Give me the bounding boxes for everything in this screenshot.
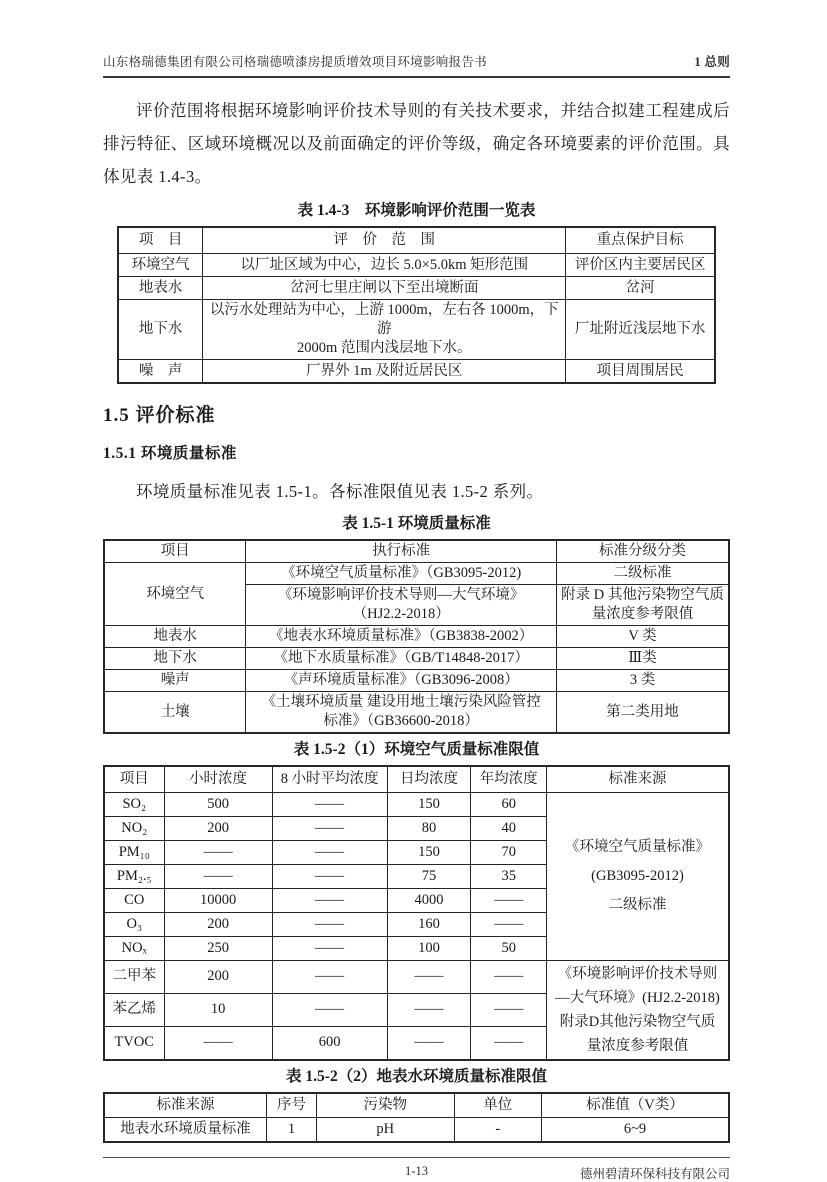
table-cell [246, 692, 557, 734]
table-cell: 60 [471, 793, 547, 817]
column-header: 项目 [104, 540, 246, 563]
column-header: 标准来源 [104, 1093, 267, 1118]
table-cell: —— [272, 841, 387, 865]
table-cell: —— [272, 817, 387, 841]
table-cell: 二级标准 [557, 563, 730, 585]
table-cell: —— [387, 1026, 471, 1060]
table-row [104, 563, 729, 585]
cell-line: (GB3095-2012) [591, 868, 684, 884]
section-1-5-heading: 1.5 评价标准 [103, 405, 216, 426]
cell-line: 《环境影响评价技术导则 [557, 966, 718, 982]
page-footer [103, 1157, 730, 1182]
table-cell: V 类 [557, 626, 730, 648]
table-cell: 70 [471, 841, 547, 865]
table-cell: 厂界外 1m 及附近居民区 [203, 360, 566, 384]
table-cell: —— [272, 993, 387, 1026]
column-header: 标准分级分类 [557, 540, 730, 563]
table-cell: —— [387, 961, 471, 994]
table-cell: 250 [164, 937, 272, 961]
table-cell: —— [272, 793, 387, 817]
table-cell: 6~9 [542, 1118, 730, 1143]
column-header: 日均浓度 [387, 766, 471, 793]
column-header: 年均浓度 [471, 766, 547, 793]
table-cell: 《环境空气质量标准》（GB3095-2012) [246, 563, 557, 585]
table-cell: —— [272, 961, 387, 994]
table-cell: —— [164, 1026, 272, 1060]
table-cell: 100 [387, 937, 471, 961]
column-header: 执行标准 [246, 540, 557, 563]
table-cell: NOₓ [104, 937, 164, 961]
table-cell: NO₂ [104, 817, 164, 841]
table-1-4-3 [117, 226, 716, 384]
column-header: 重点保护目标 [566, 227, 715, 254]
table-cell: —— [272, 913, 387, 937]
table-row [118, 360, 715, 384]
table-row [104, 648, 729, 670]
table-cell: —— [272, 889, 387, 913]
cell-line: 《环境影响评价技术导则—大气环境》 [277, 587, 525, 603]
table-cell: 厂址附近浅层地下水 [566, 300, 715, 360]
column-header: 污染物 [317, 1093, 455, 1118]
table-1-5-2-2-title: 表 1.5-2（2）地表水环境质量标准限值 [286, 1068, 547, 1085]
table-header-row [118, 227, 715, 254]
column-header: 项目 [104, 766, 164, 793]
table-cell: 50 [471, 937, 547, 961]
table-cell: —— [471, 993, 547, 1026]
table-cell: 噪 声 [118, 360, 203, 384]
cell-line: 《土壤环境质量 建设用地土壤污染风险管控 [261, 694, 541, 710]
table-1-5-1 [103, 539, 730, 734]
table-cell: 10 [164, 993, 272, 1026]
section-1-5-1-heading: 1.5.1 环境质量标准 [103, 445, 237, 462]
table-cell: —— [471, 1026, 547, 1060]
standards-paragraph: 环境质量标准见表 1.5-1。各标准限值见表 1.5-2 系列。 [136, 482, 544, 501]
table-cell: Ⅲ类 [557, 648, 730, 670]
table-cell: 4000 [387, 889, 471, 913]
table-cell: - [454, 1118, 542, 1143]
table-cell: 10000 [164, 889, 272, 913]
table-cell: 150 [387, 793, 471, 817]
table-header-row [104, 1093, 729, 1118]
table-cell: 200 [164, 913, 272, 937]
table-cell: 150 [387, 841, 471, 865]
table-cell: 岔河 [566, 277, 715, 300]
table-cell: 第二类用地 [557, 692, 730, 734]
column-header: 8 小时平均浓度 [272, 766, 387, 793]
table-cell: 地表水 [104, 626, 246, 648]
column-header: 小时浓度 [164, 766, 272, 793]
table-cell: 二甲苯 [104, 961, 164, 994]
header-chapter-label: 1 总则 [694, 55, 730, 69]
table-cell: TVOC [104, 1026, 164, 1060]
table-cell [547, 793, 730, 961]
table-row [118, 277, 715, 300]
cell-line: （HJ2.2-2018） [352, 606, 450, 622]
table-cell: 600 [272, 1026, 387, 1060]
table-cell: —— [471, 889, 547, 913]
table-cell: PM₁₀ [104, 841, 164, 865]
table-cell: 75 [387, 865, 471, 889]
table-cell [547, 961, 730, 1061]
table-1-5-2-1 [103, 765, 730, 1061]
table-cell: —— [164, 841, 272, 865]
intro-paragraph: 评价范围将根据环境影响评价技术导则的有关技术要求，并结合拟建工程建成后排污特征、区域环境概况以及前面确定的评价等级，确定各环境要素的评价范围。具体见表 1.4-3。 [103, 101, 730, 186]
table-cell: 评价区内主要居民区 [566, 254, 715, 277]
table-1-5-1-title: 表 1.5-1 环境质量标准 [342, 515, 491, 532]
cell-line: 以污水处理站为中心，上游 1000m，左右各 1000m，下游 [209, 302, 559, 337]
cell-line: 附录D其他污染物空气质 [559, 1014, 716, 1030]
table-cell: 地下水 [104, 648, 246, 670]
table-cell: CO [104, 889, 164, 913]
cell-line: 《环境空气质量标准》 [565, 839, 710, 855]
column-header: 项 目 [118, 227, 203, 254]
table-row [118, 254, 715, 277]
column-header: 单位 [454, 1093, 542, 1118]
page-header [103, 52, 730, 78]
table-1-4-3-title: 表 1.4-3 环境影响评价范围一览表 [297, 202, 536, 219]
table-cell: pH [317, 1118, 455, 1143]
table-cell: —— [164, 865, 272, 889]
table-cell: 地下水 [118, 300, 203, 360]
table-cell: 苯乙烯 [104, 993, 164, 1026]
table-cell: 岔河七里庄闸以下至出境断面 [203, 277, 566, 300]
cell-line: 2000m 范围内浅层地下水。 [297, 340, 472, 356]
column-header: 标准来源 [547, 766, 730, 793]
cell-line: 二级标准 [608, 897, 667, 913]
table-row [104, 1118, 729, 1143]
table-cell: 地表水环境质量标准 [104, 1118, 267, 1143]
table-1-5-2-2 [103, 1092, 730, 1143]
footer-company: 德州碧清环保科技有限公司 [579, 1167, 730, 1181]
table-cell: 环境空气 [104, 563, 246, 626]
table-cell: —— [272, 937, 387, 961]
table-row [104, 626, 729, 648]
cell-line: —大气环境》(HJ2.2-2018) [555, 990, 720, 1006]
table-cell: 《地下水质量标准》（GB/T14848-2017） [246, 648, 557, 670]
column-header: 序号 [267, 1093, 317, 1118]
table-cell: 噪声 [104, 670, 246, 692]
table-row [104, 692, 729, 734]
table-cell: —— [387, 993, 471, 1026]
table-cell: SO₂ [104, 793, 164, 817]
page-content [103, 0, 730, 1182]
header-report-title: 山东格瑞德集团有限公司格瑞德喷漆房提质增效项目环境影响报告书 [103, 55, 488, 69]
table-row [118, 300, 715, 360]
table-cell: —— [272, 865, 387, 889]
table-cell: PM₂.₅ [104, 865, 164, 889]
table-cell: 500 [164, 793, 272, 817]
cell-line: 标准》（GB36600-2018） [323, 713, 479, 729]
table-header-row [104, 766, 729, 793]
table-cell: 80 [387, 817, 471, 841]
table-cell: 环境空气 [118, 254, 203, 277]
table-cell: —— [471, 961, 547, 994]
table-cell: 《地表水环境质量标准》（GB3838-2002） [246, 626, 557, 648]
cell-line: 量浓度参考限值 [591, 606, 694, 622]
table-cell: 地表水 [118, 277, 203, 300]
table-row [104, 961, 729, 994]
table-cell: 《声环境质量标准》（GB3096-2008） [246, 670, 557, 692]
column-header: 评 价 范 围 [203, 227, 566, 254]
table-cell: 40 [471, 817, 547, 841]
page-number: 1-13 [405, 1164, 428, 1178]
table-cell: 160 [387, 913, 471, 937]
table-cell: O₃ [104, 913, 164, 937]
table-cell: 35 [471, 865, 547, 889]
column-header: 标准值（V类） [542, 1093, 730, 1118]
table-row [104, 793, 729, 817]
table-cell [246, 585, 557, 626]
table-row [104, 670, 729, 692]
table-cell: 以厂址区域为中心，边长 5.0×5.0km 矩形范围 [203, 254, 566, 277]
table-header-row [104, 540, 729, 563]
table-cell: 项目周围居民 [566, 360, 715, 384]
table-cell: 3 类 [557, 670, 730, 692]
table-cell [557, 585, 730, 626]
table-cell [203, 300, 566, 360]
table-cell: 200 [164, 961, 272, 994]
cell-line: 附录 D 其他污染物空气质 [561, 587, 724, 603]
table-cell: 1 [267, 1118, 317, 1143]
table-cell: 土壤 [104, 692, 246, 734]
cell-line: 量浓度参考限值 [586, 1038, 689, 1054]
table-cell: —— [471, 913, 547, 937]
table-cell: 200 [164, 817, 272, 841]
table-1-5-2-1-title: 表 1.5-2（1）环境空气质量标准限值 [293, 741, 540, 758]
